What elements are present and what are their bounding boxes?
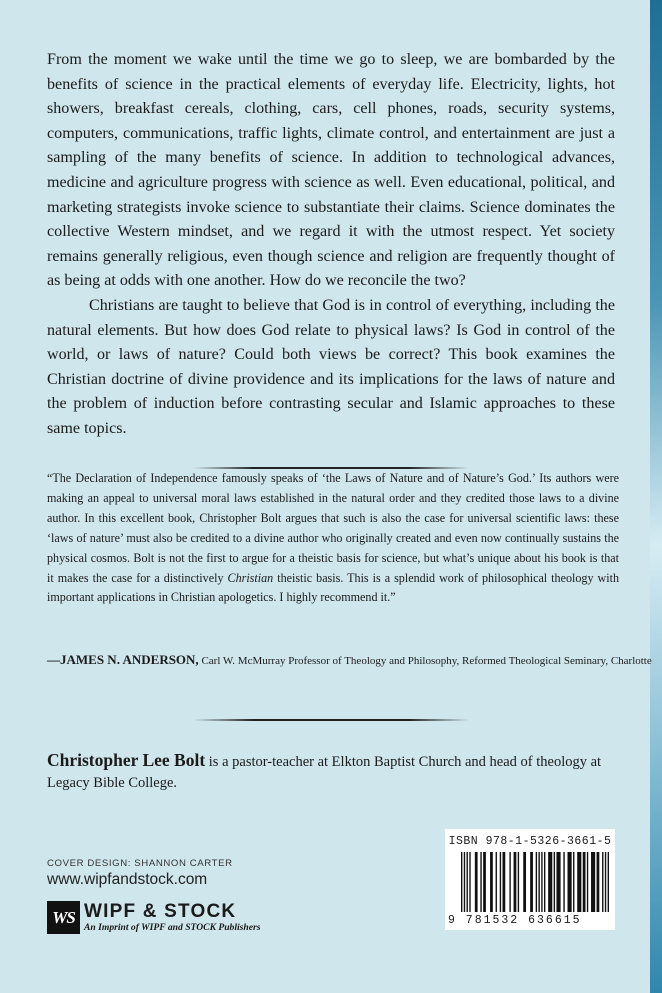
barcode-bar [602,852,603,912]
endorser-name: —JAMES N. ANDERSON, [47,652,199,667]
cover-credits [47,858,233,889]
barcode-bar [568,852,572,912]
barcode-bar [608,852,609,912]
barcode-bar [475,852,478,912]
barcode-bar [483,852,486,912]
quote-emphasis: Christian [227,570,274,585]
publisher-website: www.wipfandstock.com [47,871,208,888]
barcode-digits: 9 781532 636615 [448,914,582,927]
back-cover-blurb [47,48,615,442]
barcode-bar [541,852,542,912]
publisher-tagline: An Imprint of WIPF and STOCK Publishers [84,921,261,933]
isbn-barcode [445,829,615,930]
barcode-bar [587,852,588,912]
barcode-bar [467,852,468,912]
blurb-paragraph-2: Christians are taught to believe that God is in control of everything, including the natural elements. But how does God relate to physical laws? Is God in control of the world, or laws of nature? Could both views be correct? This book examines the Christian doctrine of divine providence and its implications for the laws of nature and the problem of induction before contrasting secular and Islamic approaches to these same topics. [47,296,615,437]
author-bio-text: is a pastor-teacher at Elkton Baptist Church and head of theology at Legacy Bible College. [47,754,602,791]
quote-text: “The Declaration of Independence famously speaks of ‘the Laws of Nature and of Nature’s God.’ Its authors were making an appeal to universal moral laws established in the natural order and they credited those laws to a divine author. In this excellent book, Christopher Bolt argues that such is also the case for universal scientific laws: these ‘laws of nature’ must also be credited to a divine author who originally created and even now continually sustains the physical cosmos. Bolt is not the first to argue for a theistic basis for science, but what’s unique about his book is that it makes the case for a distinctively [47,471,619,585]
endorser-title: Carl W. McMurray Professor of Theology and Philosophy, Reformed Theological Seminary, Charlotte [201,655,652,667]
barcode-bar [554,852,555,912]
barcode-bar [469,852,470,912]
cover-design-credit: COVER DESIGN: SHANNON CARTER [47,858,233,869]
barcode-bar [591,852,595,912]
barcode-bar [563,852,564,912]
barcode-bar [573,852,574,912]
isbn-label: ISBN 978-1-5326-3661-5 [448,835,612,848]
barcode-bar [530,852,533,912]
barcode-bar [461,852,462,912]
barcode-bar [500,852,501,912]
publisher-mark [47,901,260,934]
author-bio [47,750,613,794]
barcode-bar [509,852,510,912]
barcode-bar [523,852,526,912]
barcode-bar [514,852,517,912]
barcode-bar [583,852,586,912]
cover-edge-image [650,0,662,993]
barcode-bar [518,852,519,912]
barcode-bar [605,852,606,912]
barcode-bar [597,852,600,912]
publisher-name: WIPF & STOCK [84,900,237,922]
barcode-bar [490,852,493,912]
quote-text-end: theistic basis. This is a splendid work of philosophical theology with important applications in Christian apologetics. I highly recommend it.” [47,570,620,605]
endorsement-attribution [47,651,652,670]
barcode-bar [544,852,545,912]
barcode-bar [496,852,497,912]
endorsement-quote [47,469,619,608]
blurb-paragraph-1: From the moment we wake until the time we go to sleep, we are bombarded by the benefits of science in the practical elements of everyday life. Electricity, lights, hot showers, breakfast cereals, clothing, cars, cell phones, roads, security systems, computers, communications, traffic lights, climate control, and entertainment are just a sampling of the many benefits of science. In addition to technological advances, medicine and agriculture progress with science as well. Even educational, political, and marketing strategists invoke science to substantiate their claims. Science dominates the collective Western mindset, and we regard it with the utmost respect. Yet society remains generally religious, even though science and religion are frequently thought of as being at odds with one another. How do we reconcile the two? [47,51,615,290]
barcode-bar [556,852,560,912]
barcode-bar [577,852,581,912]
barcode-bar [536,852,537,912]
barcode-bar [538,852,539,912]
divider-rule [193,719,469,721]
publisher-logo-icon: WS [47,901,80,934]
author-name: Christopher Lee Bolt [47,750,206,770]
barcode-bar [548,852,552,912]
barcode-bar [480,852,481,912]
barcode-bar [464,852,465,912]
barcode-bar [503,852,506,912]
